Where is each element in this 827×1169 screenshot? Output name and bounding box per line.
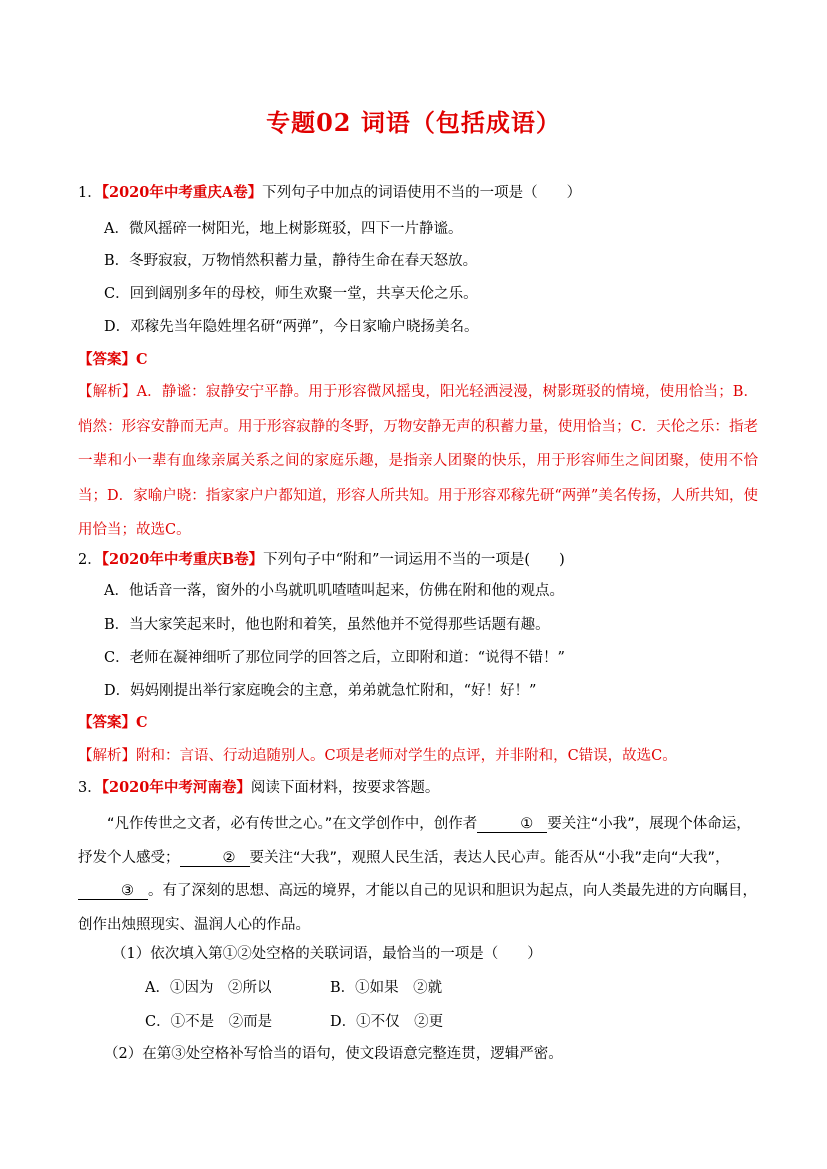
passage-text: “凡作传世之文者，必有传世之心。”在文学创作中，创作者 bbox=[107, 816, 478, 832]
answer: 【答案】C bbox=[78, 714, 148, 731]
sub-option-b: B．①如果 ②就 bbox=[330, 980, 443, 996]
source-tag: 【2020年中考重庆B卷】 bbox=[101, 551, 264, 568]
option-a: A．他话音一落，窗外的小鸟就叽叽喳喳叫起来，仿佛在附和他的观点。 bbox=[104, 583, 564, 599]
option-d: D．邓稼先当年隐姓埋名研“两弹”，今日家喻户晓扬美名。 bbox=[104, 319, 479, 335]
option-a: A．微风摇碎一树阳光，地上树影斑驳，四下一片静谧。 bbox=[104, 221, 463, 237]
page-title: 专题02 词语（包括成语） bbox=[266, 108, 561, 137]
explanation: 【解析】A．静谧：寂静安宁平静。用于形容微风摇曳，阳光轻洒浸漫，树影斑驳的情境，使用恰当；B．悄然：形容安静而无声。用于形容寂静的冬野，万物安静无声的积蓄力量，使用恰当；C．天伦之乐：指老一辈和小一辈有血缘亲属关系之间的家庭乐趣，是指亲人团聚的快乐，用于形容师生之间团聚，使用不恰当；D．家喻户晓：指家家户户都知道，形容人所共知。用于形容邓稼先研“两弹”美名传扬，人所共知，使用恰当；故选C。 bbox=[78, 384, 758, 538]
sub-option-d: D．①不仅 ②更 bbox=[330, 1014, 444, 1030]
question-stem: 下列句子中“附和”一词运用不当的一项是( ) bbox=[263, 552, 565, 568]
option-d: D．妈妈刚提出举行家庭晚会的主意，弟弟就急忙附和，“好！好！” bbox=[104, 683, 537, 699]
blank-3: ③ bbox=[78, 883, 148, 900]
sub-option-a: A．①因为 ②所以 bbox=[145, 980, 272, 996]
question-number: 1． bbox=[78, 185, 102, 201]
question-3 bbox=[78, 778, 439, 798]
option-b: B．冬野寂寂，万物悄然积蓄力量，静待生命在春天怒放。 bbox=[104, 253, 478, 269]
question-number: 2． bbox=[78, 552, 102, 568]
option-c: C．老师在凝神细听了那位同学的回答之后，立即附和道：“说得不错！” bbox=[104, 650, 565, 666]
sub-question-1: （1）依次填入第①②处空格的关联词语，最恰当的一项是（ ） bbox=[112, 946, 542, 962]
reading-passage bbox=[78, 808, 758, 942]
question-stem: 阅读下面材料，按要求答题。 bbox=[250, 780, 440, 796]
passage-text: 。有了深刻的思想、高远的境界，才能以自己的见识和胆识为起点，向人类最先进的方向瞩目，创作出烛照现实、温润人心的作品。 bbox=[78, 883, 757, 933]
blank-1: ① bbox=[477, 816, 547, 833]
sub-question-2: （2）在第③处空格补写恰当的语句，使文段语意完整连贯，逻辑严密。 bbox=[104, 1046, 563, 1062]
question-number: 3． bbox=[78, 780, 102, 796]
option-b: B．当大家笑起来时，他也附和着笑，虽然他并不觉得那些话题有趣。 bbox=[104, 617, 550, 633]
explanation: 【解析】附和：言语、行动追随别人。C项是老师对学生的点评，并非附和，C错误，故选C。 bbox=[78, 748, 677, 764]
passage-text: 要关注“小我”，展现个体命运，抒发个人感受； bbox=[78, 816, 751, 866]
question-1 bbox=[78, 183, 581, 203]
sub-option-c: C．①不是 ②而是 bbox=[145, 1014, 273, 1030]
question-2 bbox=[78, 550, 565, 570]
option-c: C．回到阔别多年的母校，师生欢聚一堂，共享天伦之乐。 bbox=[104, 286, 478, 302]
blank-2: ② bbox=[180, 850, 250, 867]
answer: 【答案】C bbox=[78, 351, 148, 368]
source-tag: 【2020年中考重庆A卷】 bbox=[101, 184, 263, 201]
passage-text: 要关注“大我”，观照人民生活，表达人民心声。能否从“小我”走向“大我”， bbox=[249, 849, 730, 866]
source-tag: 【2020年中考河南卷】 bbox=[101, 779, 251, 796]
question-stem: 下列句子中加点的词语使用不当的一项是（ ） bbox=[262, 185, 582, 201]
